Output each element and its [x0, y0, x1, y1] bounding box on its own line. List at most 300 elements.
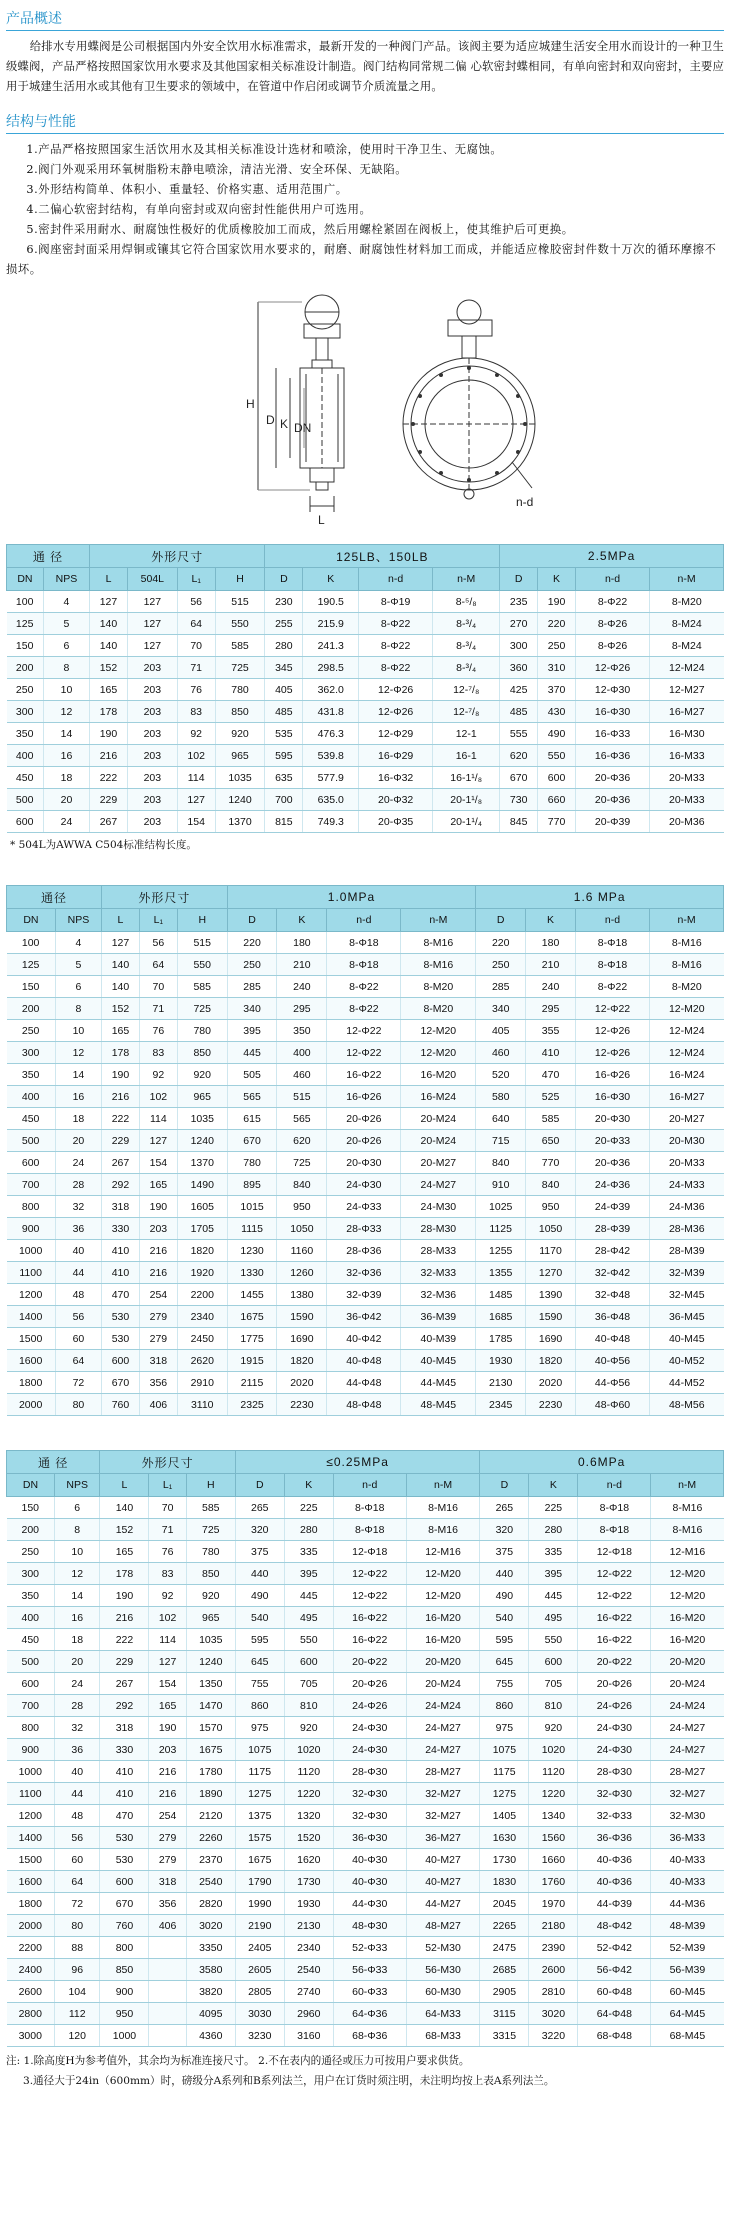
table-cell: 40-Φ48 [575, 1328, 649, 1350]
table-cell: 18 [55, 1108, 101, 1130]
table-cell: 48-M45 [401, 1394, 476, 1416]
table-cell: 1175 [480, 1761, 529, 1783]
table-cell: 36 [55, 1218, 101, 1240]
table-cell: 585 [186, 1497, 235, 1519]
table-cell [149, 2025, 186, 2047]
table-cell: 16-Φ22 [333, 1629, 406, 1651]
table-cell: 920 [284, 1717, 333, 1739]
table-cell: 292 [100, 1695, 149, 1717]
table-cell: 140 [90, 613, 128, 635]
table-cell: 16-M27 [650, 1086, 724, 1108]
table-cell: 395 [284, 1563, 333, 1585]
table-cell: 2540 [284, 1959, 333, 1981]
table-cell: 140 [102, 954, 140, 976]
table-cell: 540 [480, 1607, 529, 1629]
table-cell: 64 [55, 1871, 100, 1893]
table-cell: 203 [127, 657, 177, 679]
table-cell: 267 [90, 811, 128, 833]
table-cell: 280 [284, 1519, 333, 1541]
table-cell: 298.5 [303, 657, 359, 679]
table-cell: 12-M24 [650, 657, 724, 679]
table-cell: 8-⁵/₈ [433, 591, 500, 613]
table-cell: 44 [55, 1783, 100, 1805]
table-cell: 8-Φ22 [359, 657, 433, 679]
table-cell: 16-M30 [650, 723, 724, 745]
table-cell: 28-Φ42 [575, 1240, 649, 1262]
table-row [7, 1629, 724, 1651]
table-cell: 32-Φ42 [575, 1262, 649, 1284]
table-cell: 165 [149, 1695, 186, 1717]
table-cell: 70 [139, 976, 177, 998]
table-row [7, 1020, 724, 1042]
table-cell: 595 [480, 1629, 529, 1651]
table-cell: 12-Φ22 [578, 1563, 651, 1585]
table-cell: 8-³/₄ [433, 635, 500, 657]
table-cell: 24-Φ30 [327, 1174, 401, 1196]
overview-title: 产品概述 [6, 10, 62, 26]
table-cell: 44-M45 [401, 1372, 476, 1394]
table-cell: 318 [100, 1717, 149, 1739]
table-cell: 500 [7, 789, 44, 811]
table-cell: 3580 [186, 1959, 235, 1981]
table-row [7, 1174, 724, 1196]
table-cell: 40 [55, 1240, 101, 1262]
table3-group2-header: 0.6MPa [480, 1451, 724, 1474]
table-cell: 335 [284, 1541, 333, 1563]
table-cell: 362.0 [303, 679, 359, 701]
table-cell: 52-M39 [651, 1937, 724, 1959]
table-cell: 203 [127, 679, 177, 701]
table-cell: 279 [139, 1306, 177, 1328]
table-cell: 28-M33 [401, 1240, 476, 1262]
table-cell: 2600 [7, 1981, 55, 2003]
table-cell: 850 [215, 701, 265, 723]
table-cell: 80 [55, 1394, 101, 1416]
table-cell: 150 [7, 976, 56, 998]
table-cell: 12-Φ18 [578, 1541, 651, 1563]
table-cell: 60-M45 [651, 1981, 724, 2003]
table-cell: 8-Φ19 [359, 591, 433, 613]
table-cell: 222 [102, 1108, 140, 1130]
table-cell: 14 [55, 1064, 101, 1086]
table-cell: 8-M20 [650, 976, 724, 998]
table-cell: 8 [43, 657, 89, 679]
table-cell: 895 [227, 1174, 277, 1196]
table-cell: 410 [100, 1783, 149, 1805]
table-cell: 24-Φ36 [575, 1174, 649, 1196]
overview-text: 给排水专用蝶阀是公司根据国内外安全饮用水标准需求，最新开发的一种阀门产品。该阀主要为适应城建生活安全用水而设计的一种卫生级蝶阀，产品严格按照国家饮用水要求及其他国家相关标准设计制造。阀门结构同常规二偏 心软密封蝶相同，有单向密封和双向密封，主要应用于城建生活用水或其他有卫生要求的领域中，在管道中作启闭或调节介质流量之用。 [6, 40, 724, 93]
table-cell: 240 [277, 976, 327, 998]
table-cell: 71 [149, 1519, 186, 1541]
table-cell: 2910 [177, 1372, 227, 1394]
column-header: H [186, 1474, 235, 1497]
table-cell: 225 [529, 1497, 578, 1519]
table-cell: 12-⁷/₈ [433, 679, 500, 701]
table-cell: 72 [55, 1893, 100, 1915]
table-cell: 20-M20 [651, 1651, 724, 1673]
table-cell: 1590 [277, 1306, 327, 1328]
table-cell: 345 [265, 657, 303, 679]
table-cell: 585 [177, 976, 227, 998]
table-cell: 16-Φ33 [576, 723, 650, 745]
table-cell: 1560 [529, 1827, 578, 1849]
table-cell: 1355 [476, 1262, 526, 1284]
table-cell: 540 [235, 1607, 284, 1629]
table-cell: 530 [100, 1849, 149, 1871]
table-cell: 70 [177, 635, 215, 657]
table-cell: 615 [227, 1108, 277, 1130]
table-cell: 140 [100, 1497, 149, 1519]
table-cell: 1730 [480, 1849, 529, 1871]
table-cell: 770 [538, 811, 576, 833]
table-cell: 700 [7, 1174, 56, 1196]
table-cell: 485 [500, 701, 538, 723]
table-cell: 152 [90, 657, 128, 679]
table-cell: 310 [538, 657, 576, 679]
table-cell: 265 [480, 1497, 529, 1519]
table-cell: 20-M24 [401, 1108, 476, 1130]
table-cell: 32-Φ30 [578, 1783, 651, 1805]
table-cell: 24-M36 [650, 1196, 724, 1218]
table-cell: 770 [526, 1152, 576, 1174]
table-cell: 83 [139, 1042, 177, 1064]
table-cell: 320 [480, 1519, 529, 1541]
table-cell: 350 [7, 1585, 55, 1607]
table-row [7, 1497, 724, 1519]
table-cell: 3160 [284, 2025, 333, 2047]
table-cell: 800 [100, 1937, 149, 1959]
table-cell: 1115 [227, 1218, 277, 1240]
spec-table-3 [6, 1450, 724, 2047]
table-cell: 840 [476, 1152, 526, 1174]
table-row [7, 1673, 724, 1695]
table-cell: 965 [215, 745, 265, 767]
table-cell: 2115 [227, 1372, 277, 1394]
table-cell: 705 [529, 1673, 578, 1695]
table-cell: 476.3 [303, 723, 359, 745]
table-cell: 24-M27 [651, 1739, 724, 1761]
table-cell: 20-M36 [650, 811, 724, 833]
table-cell: 125 [7, 954, 56, 976]
table-row [7, 1805, 724, 1827]
table-cell: 725 [277, 1152, 327, 1174]
table-cell: 550 [538, 745, 576, 767]
table1-nominal-header: 通 径 [7, 545, 90, 568]
table-cell: 1820 [526, 1350, 576, 1372]
table-cell: 445 [529, 1585, 578, 1607]
table-cell: 8-Φ18 [333, 1519, 406, 1541]
table-cell: 71 [139, 998, 177, 1020]
table-cell: 200 [7, 998, 56, 1020]
table-cell: 20-Φ26 [578, 1673, 651, 1695]
table-cell: 2960 [284, 2003, 333, 2025]
table-cell: 550 [284, 1629, 333, 1651]
table-cell: 32-M27 [651, 1783, 724, 1805]
table-cell: 24 [55, 1152, 101, 1174]
table-cell: 285 [227, 976, 277, 998]
table-cell: 178 [102, 1042, 140, 1064]
table-cell: 76 [149, 1541, 186, 1563]
table-cell: 2450 [177, 1328, 227, 1350]
table-cell: 1930 [284, 1893, 333, 1915]
table-cell: 350 [7, 723, 44, 745]
table-cell: 840 [526, 1174, 576, 1196]
table-cell: 72 [55, 1372, 101, 1394]
table-cell: 900 [100, 1981, 149, 2003]
table-cell: 24-M24 [651, 1695, 724, 1717]
table-cell: 250 [476, 954, 526, 976]
column-header: n-d [575, 909, 649, 932]
table-cell: 600 [7, 1152, 56, 1174]
table-cell: 16-M24 [650, 1064, 724, 1086]
table-cell: 241.3 [303, 635, 359, 657]
table-cell: 36-Φ30 [333, 1827, 406, 1849]
table-cell: 76 [139, 1020, 177, 1042]
table-cell: 102 [139, 1086, 177, 1108]
table-row [7, 1607, 724, 1629]
table-cell: 1370 [215, 811, 265, 833]
table-row [7, 1651, 724, 1673]
column-header: n-d [578, 1474, 651, 1497]
table-cell: 28-M36 [650, 1218, 724, 1240]
table-cell: 200 [7, 1519, 55, 1541]
table-cell: 190.5 [303, 591, 359, 613]
table-cell: 425 [500, 679, 538, 701]
table-cell: 8-Φ22 [327, 998, 401, 1020]
table-cell: 16 [43, 745, 89, 767]
table-cell: 3220 [529, 2025, 578, 2047]
table-cell: 780 [186, 1541, 235, 1563]
table1-group2-header: 2.5MPa [500, 545, 724, 568]
table-cell: 40-Φ30 [333, 1849, 406, 1871]
table-cell [149, 1959, 186, 1981]
table-row [7, 591, 724, 613]
table-cell: 80 [55, 1915, 100, 1937]
table-cell: 48-M39 [651, 1915, 724, 1937]
table-cell: 490 [538, 723, 576, 745]
table-cell: 20-M33 [650, 789, 724, 811]
table-cell: 48-Φ48 [327, 1394, 401, 1416]
table-cell: 203 [127, 701, 177, 723]
footnote-line-1: 注: 1.除高度H为参考值外，其余均为标准连接尺寸。 2.不在表内的通径或压力可按用户要求供货。 [6, 2055, 470, 2067]
table-cell: 40-M33 [651, 1849, 724, 1871]
overview-divider [6, 30, 724, 31]
table-cell: 910 [476, 1174, 526, 1196]
table-cell: 12-Φ29 [359, 723, 433, 745]
table-cell: 48 [55, 1284, 101, 1306]
table-cell: 16 [55, 1607, 100, 1629]
table-row [7, 701, 724, 723]
table-cell: 10 [55, 1541, 100, 1563]
column-header: n-M [433, 568, 500, 591]
table-cell: 585 [526, 1108, 576, 1130]
table-cell: 1775 [227, 1328, 277, 1350]
table-cell: 20-Φ30 [575, 1108, 649, 1130]
table-cell: 620 [500, 745, 538, 767]
table-cell: 56-M39 [651, 1959, 724, 1981]
table-cell: 600 [7, 811, 44, 833]
table-cell: 8-M16 [401, 954, 476, 976]
table-cell: 8-Φ18 [575, 954, 649, 976]
table-cell: 920 [215, 723, 265, 745]
valve-drawing [6, 284, 724, 544]
table-cell: 216 [139, 1262, 177, 1284]
table-cell: 1075 [235, 1739, 284, 1761]
table-cell: 8-M16 [651, 1497, 724, 1519]
table-cell: 178 [90, 701, 128, 723]
table-cell: 2805 [235, 1981, 284, 2003]
table-cell: 8-Φ18 [327, 954, 401, 976]
table-cell: 48-Φ30 [333, 1915, 406, 1937]
table-cell: 56 [55, 1306, 101, 1328]
table-cell: 360 [500, 657, 538, 679]
table-cell: 152 [102, 998, 140, 1020]
table-cell: 203 [127, 745, 177, 767]
table-cell: 240 [526, 976, 576, 998]
table-cell: 1175 [235, 1761, 284, 1783]
column-header: K [277, 909, 327, 932]
table-cell: 705 [284, 1673, 333, 1695]
table-cell: 715 [476, 1130, 526, 1152]
table-row [7, 1563, 724, 1585]
table-cell: 40-M45 [650, 1328, 724, 1350]
table-cell: 16-Φ22 [578, 1629, 651, 1651]
table-cell: 229 [100, 1651, 149, 1673]
table-cell: 505 [227, 1064, 277, 1086]
table-cell: 190 [102, 1064, 140, 1086]
column-header: n-d [333, 1474, 406, 1497]
table-cell: 530 [102, 1328, 140, 1350]
column-header: n-d [359, 568, 433, 591]
table-cell: 1260 [277, 1262, 327, 1284]
table-cell: 40-Φ42 [327, 1328, 401, 1350]
table-cell: 44-Φ39 [578, 1893, 651, 1915]
table-cell: 450 [7, 1629, 55, 1651]
table-cell: 24-M27 [406, 1739, 480, 1761]
table-cell: 1240 [215, 789, 265, 811]
table-cell: 56 [139, 932, 177, 954]
table-cell: 577.9 [303, 767, 359, 789]
table-cell: 12-Φ22 [575, 998, 649, 1020]
table-cell: 500 [7, 1130, 56, 1152]
table-cell: 2000 [7, 1915, 55, 1937]
table-cell: 203 [127, 811, 177, 833]
table-cell: 535 [265, 723, 303, 745]
table-cell: 340 [476, 998, 526, 1020]
table-cell: 216 [100, 1607, 149, 1629]
table-cell: 16-Φ26 [327, 1086, 401, 1108]
table-cell: 1100 [7, 1262, 56, 1284]
table-cell: 1760 [529, 1871, 578, 1893]
table-cell: 975 [480, 1717, 529, 1739]
table-cell: 300 [7, 1563, 55, 1585]
table-cell: 255 [265, 613, 303, 635]
table-cell: 92 [149, 1585, 186, 1607]
table-cell: 215.9 [303, 613, 359, 635]
table-cell: 1050 [277, 1218, 327, 1240]
table-cell: 1705 [177, 1218, 227, 1240]
table-cell: 12-M16 [651, 1541, 724, 1563]
table-cell: 12-Φ26 [576, 657, 650, 679]
table-cell: 8-Φ18 [578, 1519, 651, 1541]
table1-group1-header: 125LB、150LB [265, 545, 500, 568]
table-cell: 216 [149, 1783, 186, 1805]
table-row [7, 723, 724, 745]
table-cell: 400 [277, 1042, 327, 1064]
table-cell: 485 [265, 701, 303, 723]
table-row [7, 1717, 724, 1739]
table-cell: 114 [139, 1108, 177, 1130]
table-cell: 12-Φ26 [359, 679, 433, 701]
table-row [7, 1064, 724, 1086]
table-cell: 8-Φ26 [576, 635, 650, 657]
table-cell: 28 [55, 1695, 100, 1717]
table-row [7, 1240, 724, 1262]
table-cell: 44-Φ56 [575, 1372, 649, 1394]
table-cell: 320 [235, 1519, 284, 1541]
table-cell: 32-Φ30 [333, 1805, 406, 1827]
table-cell: 1320 [284, 1805, 333, 1827]
table-cell: 3110 [177, 1394, 227, 1416]
table-cell: 1600 [7, 1871, 55, 1893]
table-cell: 16-1¹/₈ [433, 767, 500, 789]
table-cell: 24-Φ26 [333, 1695, 406, 1717]
table-cell: 12 [55, 1563, 100, 1585]
table-cell: 40 [55, 1761, 100, 1783]
table2-dims-header: 外形尺寸 [102, 886, 228, 909]
table-cell: 280 [529, 1519, 578, 1541]
table-cell: 1630 [480, 1827, 529, 1849]
table-row [7, 1328, 724, 1350]
table-cell: 550 [529, 1629, 578, 1651]
table-cell: 40-M27 [406, 1849, 480, 1871]
table-cell: 1915 [227, 1350, 277, 1372]
table-cell: 203 [149, 1739, 186, 1761]
table-cell: 64-Φ48 [578, 2003, 651, 2025]
table-cell: 64-M33 [406, 2003, 480, 2025]
dim-label-nd: n-d [516, 495, 534, 509]
column-header: n-M [651, 1474, 724, 1497]
table-cell: 965 [177, 1086, 227, 1108]
table-cell: 1685 [476, 1306, 526, 1328]
column-header: n-d [327, 909, 401, 932]
table-cell: 1730 [284, 1871, 333, 1893]
table-cell: 68-M45 [651, 2025, 724, 2047]
table-cell: 8-M24 [650, 635, 724, 657]
table-cell: 16-M20 [651, 1607, 724, 1629]
table-cell: 20-M27 [650, 1108, 724, 1130]
table-cell: 16-1 [433, 745, 500, 767]
table-cell: 40-Φ30 [333, 1871, 406, 1893]
table-cell: 8-M16 [406, 1519, 480, 1541]
table-cell: 730 [500, 789, 538, 811]
table-cell: 318 [139, 1350, 177, 1372]
table-cell: 8-Φ18 [575, 932, 649, 954]
table-cell: 300 [7, 701, 44, 723]
table-cell: 24-M27 [651, 1717, 724, 1739]
table-row [7, 1130, 724, 1152]
column-header: L₁ [149, 1474, 186, 1497]
table-cell: 12-M24 [650, 1042, 724, 1064]
table-cell: 1820 [177, 1240, 227, 1262]
table-cell: 1020 [529, 1739, 578, 1761]
table-cell: 210 [526, 954, 576, 976]
table-cell: 1200 [7, 1805, 55, 1827]
table-cell: 410 [102, 1240, 140, 1262]
table-cell: 1035 [186, 1629, 235, 1651]
table-cell: 24-M33 [650, 1174, 724, 1196]
table-cell: 222 [100, 1629, 149, 1651]
